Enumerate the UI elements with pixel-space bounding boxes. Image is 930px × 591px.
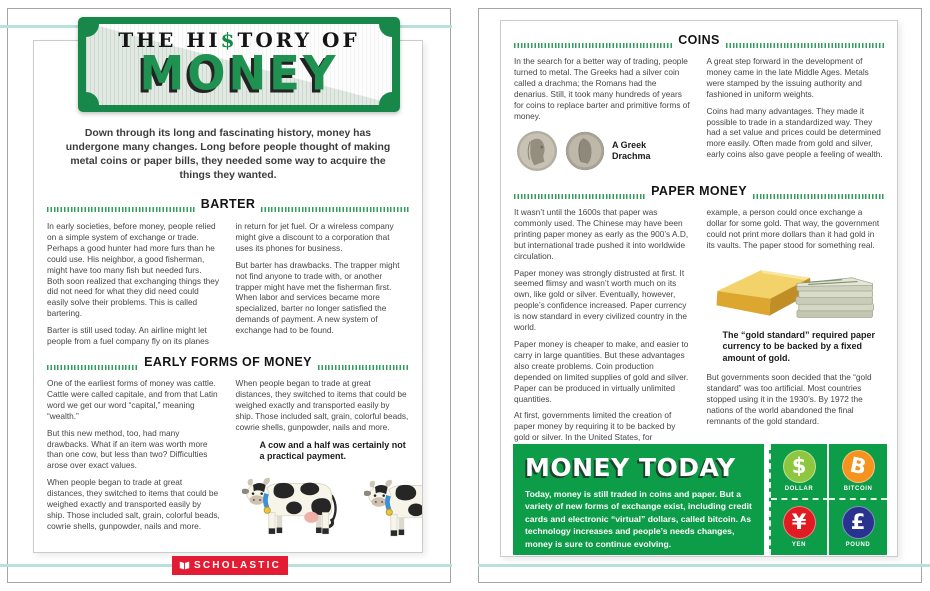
section-title: BARTER — [200, 197, 256, 211]
paragraph: Barter is still used today. An airline might let people from a fuel company fly on its planes — [47, 325, 209, 347]
tick-rule — [726, 43, 884, 48]
yen-icon — [783, 506, 816, 539]
paragraph: in return for jet fuel. Or a wireless company might give a discount to a corporation that uses its phones for business. — [235, 221, 394, 253]
paragraph: In early societies, before money, people relied on a simple system of exchange or trade. Perhaps a good hunter had more furs than he could use. His neighbor, a good fisherman, might have too many fish but needed furs. Both soon realized that exchanging things they did not need for what they did need could easily solve their problems. This is called bartering. — [47, 221, 220, 319]
tick-rule — [514, 43, 672, 48]
tick-rule — [318, 365, 409, 370]
tick-rule — [47, 207, 195, 212]
currency-cell-dollar — [771, 444, 829, 500]
dollar-icon — [783, 450, 816, 483]
section-title: PAPER MONEY — [651, 184, 747, 198]
intro-paragraph: Down through its long and fascinating history, money has undergone many changes. Long before people thought of making metal coins or paper bills, they needed some way to acquire the things they wanted. — [65, 128, 391, 181]
bitcoin-icon — [842, 450, 875, 483]
drachma-coin-obverse — [516, 130, 558, 172]
yen-symbol: ¥ — [791, 510, 807, 535]
currency-label: YEN — [791, 542, 807, 549]
section-title: EARLY FORMS OF MONEY — [144, 355, 312, 369]
paragraph: A great step forward in the development of money came in the late Middle Ages. Metals were stamped by the issuing authority and fashioned in uniform weights. — [706, 56, 869, 99]
currency-label: POUND — [845, 542, 871, 549]
paper-money-column-2 — [707, 207, 885, 449]
paragraph: But barter has drawbacks. The trapper might not find anyone to trade with, or another trapper might have met the fisherman first. When labor and services became more specialized, barter no longer satisfied the demands of payment. A new system of exchange had to be found. — [235, 259, 400, 336]
early-forms-column-1 — [47, 378, 221, 553]
paragraph: example, a person could once exchange a dollar for some gold. That way, the government could not print more dollars than it had gold in its vaults. The paper stood for something real. — [706, 207, 880, 250]
paragraph: Paper money is cheaper to make, and easier to carry in large quantities. But these advantages also create problems. Coin production depended on limited supplies of gold and silver. Paper can be produced in virtually unlimited quantities. — [514, 338, 689, 404]
paragraph: It wasn’t until the 1600s that paper was commonly used. The Chinese may have been printing paper money as early as the 900’s A.D, but international trade pushed it into worldwide circulation. — [514, 207, 689, 261]
money-today-text-panel — [513, 444, 764, 555]
kicker-pre: THE HI — [118, 28, 221, 52]
barter-column-1 — [47, 221, 221, 353]
money-today-body: Today, money is still traded in coins and paper. But a variety of new forms of exchange exist, including credit cards and electronic “virtual” dollars, called bitcoin. As technology increases and people’s needs changes, money is sure to continue evolving. — [525, 489, 752, 549]
money-today-panel — [513, 444, 887, 555]
dollar-sign-glyph: $ — [220, 28, 238, 52]
bottom-accent-line-right — [478, 564, 930, 567]
currency-label: BITCOIN — [843, 485, 873, 492]
dollar-symbol: $ — [791, 453, 807, 478]
money-today-title: MONEY TODAY — [525, 453, 736, 482]
paragraph: Paper money was strongly distrusted at first. It seemed flimsy and wasn’t worth much on its own, like gold or silver. Eventually, however, people’s confidence increased. Paper currency is now standard in every civilized country in the world. — [514, 267, 687, 333]
paragraph: When people began to trade at great distances, they switched to items that could be weighed exactly and transported easily by ship. Those included salt, grain, colorful beads, cowrie shells, gunpowder, nails and more. — [235, 378, 409, 432]
left-content-card — [33, 40, 423, 553]
drachma-illustration-row — [516, 130, 692, 172]
paragraph: When people began to trade at great distances, they switched to items that could be weighed exactly and transported easily by ship. Those included salt, grain, colorful beads, cowrie shells, gunpowder, nails and more. — [47, 477, 220, 531]
cow-illustration-zone — [236, 466, 410, 553]
title-banner-bill — [86, 24, 392, 105]
title-banner — [78, 17, 400, 112]
open-book-icon — [179, 560, 190, 571]
coins-columns — [514, 56, 884, 172]
gold-standard-caption: The “gold standard” required paper currency to be backed by a fixed amount of gold. — [722, 329, 876, 363]
cow-illustration — [242, 470, 346, 541]
cow-caption: A cow and a half was certainly not a practical payment. — [259, 439, 406, 462]
currency-cell-bitcoin — [829, 444, 887, 500]
paper-money-column-1 — [514, 207, 692, 449]
currency-label: DOLLAR — [784, 485, 814, 492]
tick-rule — [753, 194, 884, 199]
coins-column-2 — [707, 56, 885, 172]
tick-rule — [47, 365, 138, 370]
cow-illustration-clipped — [364, 472, 424, 543]
paragraph: At first, governments limited the creation of paper money by requiring it to be backed by gold or silver. In the United States, for — [514, 410, 676, 443]
currency-icon-grid — [769, 444, 887, 555]
drachma-caption: A Greek Drachma — [612, 139, 651, 162]
currency-cell-yen — [771, 500, 829, 556]
document-title: MONEY — [139, 45, 339, 102]
paragraph: But this new method, too, had many drawbacks. What if an item was worth more than one cow, but less than two? Difficulties arose over exact values. — [47, 427, 208, 471]
coins-column-1 — [514, 56, 692, 172]
paragraph: But governments soon decided that the “gold standard” was too artificial. Most countries stopped using it in the 1930’s. By 1972 the nations of the world abandoned the final remnants of the gold standard. — [706, 372, 872, 426]
early-forms-columns — [47, 378, 409, 553]
pound-icon — [842, 506, 875, 539]
scholastic-logo — [172, 556, 288, 575]
section-header-early-forms — [47, 355, 409, 370]
barter-columns — [47, 221, 409, 353]
barter-column-2 — [236, 221, 410, 353]
bitcoin-symbol: B — [847, 452, 869, 480]
scholastic-logo-text: SCHOLASTIC — [194, 560, 281, 571]
paragraph: Coins had many advantages. They made it possible to trade in a standardized way. They had a set value and prices could be determined more easily. Often made from gold and silver, early coins also gave people a feeling of wealth. — [706, 105, 883, 160]
gold-bar-and-cash-illustration — [709, 257, 881, 327]
right-content-card — [500, 20, 898, 557]
tick-rule — [514, 194, 645, 199]
paragraph: In the search for a better way of trading, people turned to metal. The Greeks had a silver coin called a drachma; the Romans had the denarius. Still, it took many hundreds of years for coins to replace barter and primitive forms of money. — [514, 56, 690, 121]
section-header-barter — [47, 197, 409, 212]
currency-cell-pound — [829, 500, 887, 556]
drachma-coin-reverse — [565, 131, 605, 171]
section-title: COINS — [678, 33, 720, 47]
early-forms-column-2 — [236, 378, 410, 553]
paper-money-columns — [514, 207, 884, 449]
section-header-coins — [514, 33, 884, 48]
section-header-paper-money — [514, 184, 884, 199]
pound-symbol: £ — [850, 510, 866, 535]
kicker-post: TORY OF — [237, 28, 360, 52]
tick-rule — [261, 207, 409, 212]
paragraph: One of the earliest forms of money was cattle. Cattle were called capitale, and from that Latin word we get our word “capital,” meaning “wealth.” — [47, 378, 218, 421]
